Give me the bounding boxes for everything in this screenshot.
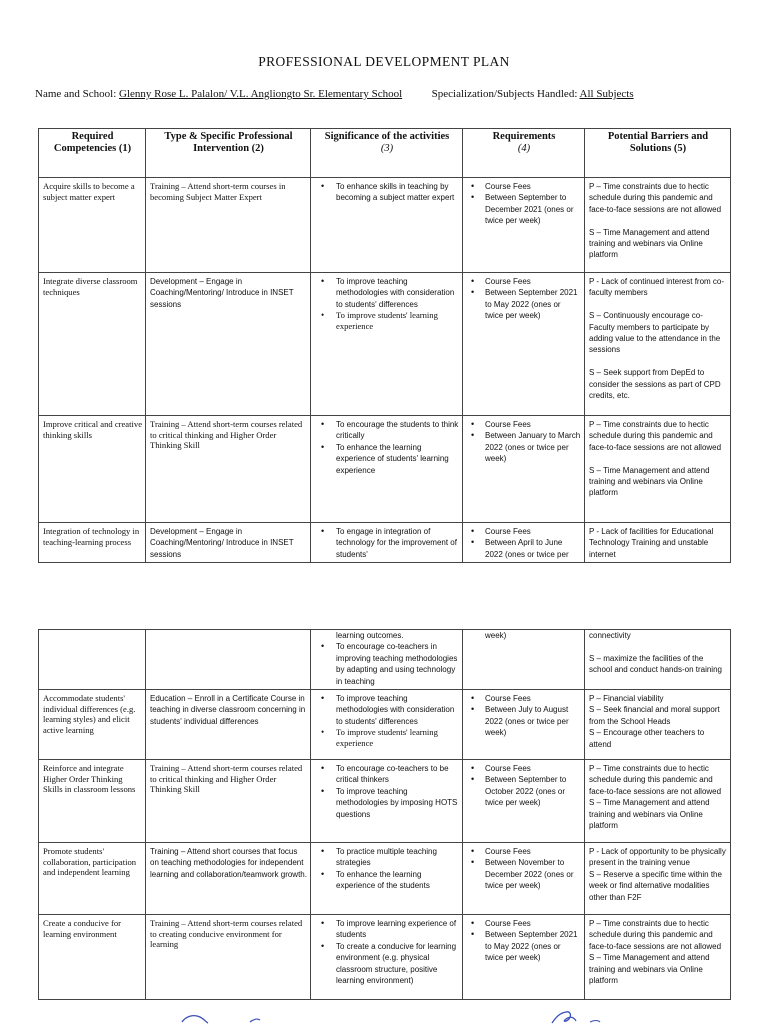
barriers-cell: connectivity S – maximize the facilities of the school and conduct hands-on training	[585, 630, 731, 690]
competency-cell: Promote students' collaboration, participation and independent learning	[39, 843, 146, 915]
competency-cell: Accommodate students' individual differences (e.g. learning styles) and elicit active learning	[39, 690, 146, 760]
requirements-cell: • Course Fees • Between November to December 2022 (ones or twice per week)	[463, 843, 585, 915]
requirements-cell: • Course Fees • Between September 2021 to May 2022 (ones or twice per week)	[463, 915, 585, 1000]
plan-table-page-2	[38, 629, 731, 1000]
requirements-cell: • Course Fees • Between September to October 2022 (ones or twice per week)	[463, 760, 585, 843]
requirements-cell: week)	[463, 630, 585, 690]
page-title: PROFESSIONAL DEVELOPMENT PLAN	[258, 54, 510, 69]
intervention-cell: Training – Attend short-term courses related to creating conducive environment for learning	[146, 915, 311, 1000]
col-header-intervention: Type & Specific Professional Intervention (2)	[146, 129, 311, 178]
competency-cell: Acquire skills to become a subject matter expert	[39, 178, 146, 273]
requirements-cell: • Course Fees • Between January to March 2022 (ones or twice per week)	[463, 416, 585, 523]
competency-cell: Reinforce and integrate Higher Order Thinking Skills in classroom lessons	[39, 760, 146, 843]
table-row	[39, 523, 731, 563]
significance-cell: • To improve learning experience of students • To create a conducive for learning environment (e.g. physical classroom structure, positive learning environment)	[311, 915, 463, 1000]
spec-value: All Subjects	[579, 88, 634, 100]
barriers-cell: P - Lack of continued interest from co-faculty members S – Continuously encourage co-Faculty members to participate by adding value to the attendance in the sessions S – Seek support from DepEd to consider the sessions as part of CPD credits, etc.	[585, 273, 731, 416]
table-row	[39, 630, 731, 690]
name-label: Name and School:	[35, 88, 117, 100]
col-header-barriers: Potential Barriers and Solutions (5)	[585, 129, 731, 178]
table-row	[39, 690, 731, 760]
significance-cell: • To improve teaching methodologies with consideration to students' differences • To improve students' learning experience	[311, 273, 463, 416]
barriers-cell: P - Lack of facilities for Educational Technology Training and unstable internet	[585, 523, 731, 563]
col-header-requirements: Requirements (4)	[463, 129, 585, 178]
spec-label: Specialization/Subjects Handled:	[431, 88, 578, 100]
requirements-cell: • Course Fees • Between April to June 2022 (ones or twice per	[463, 523, 585, 563]
significance-cell: • To improve teaching methodologies with consideration to students' differences • To improve students' learning experience	[311, 690, 463, 760]
significance-cell: • To encourage co-teachers to be critical thinkers • To improve teaching methodologies by imposing HOTS questions	[311, 760, 463, 843]
significance-cell: • To practice multiple teaching strategies • To enhance the learning experience of the students	[311, 843, 463, 915]
competency-cell: Create a conducive for learning environment	[39, 915, 146, 1000]
significance-cell: • To encourage the students to think critically • To enhance the learning experience of students' learning experience	[311, 416, 463, 523]
barriers-cell: P – Time constraints due to hectic schedule during this pandemic and face-to-face sessions are not allowed S – Time Management and attend training and webinars via Online platform	[585, 416, 731, 523]
barriers-cell: P – Time constraints due to hectic schedule during this pandemic and face-to-face sessions are not allowed S – Time Management and attend training and webinars via Online platform	[585, 915, 731, 1000]
significance-cell: • To enhance skills in teaching by becoming a subject matter expert	[311, 178, 463, 273]
header-meta	[35, 88, 634, 100]
name-value: Glenny Rose L. Palalon/ V.L. Angliongto Sr. Elementary School	[119, 88, 403, 100]
requirements-cell: • Course Fees • Between September to December 2021 (ones or twice per week)	[463, 178, 585, 273]
significance-cell: learning outcomes. • To encourage co-teachers in improving teaching methodologies by adapting and using technology in teaching	[311, 630, 463, 690]
table-row	[39, 843, 731, 915]
table-row	[39, 178, 731, 273]
signature-marks	[0, 995, 768, 1024]
table-row	[39, 416, 731, 523]
significance-cell: • To engage in integration of technology for the improvement of students'	[311, 523, 463, 563]
barriers-cell: P – Financial viability S – Seek financial and moral support from the School Heads S – Encourage other teachers to attend	[585, 690, 731, 760]
table-row	[39, 760, 731, 843]
intervention-cell: Training – Attend short-term courses in becoming Subject Matter Expert	[146, 178, 311, 273]
competency-cell: Integration of technology in teaching-learning process	[39, 523, 146, 563]
barriers-cell: P - Lack of opportunity to be physically present in the training venue S – Reserve a specific time within the week or find alternative modalities other than F2F	[585, 843, 731, 915]
col-header-competencies: Required Competencies (1)	[39, 129, 146, 178]
table-row	[39, 915, 731, 1000]
intervention-cell: Training – Attend short courses that focus on teaching methodologies for independent learning and collaboration/teamwork growth.	[146, 843, 311, 915]
intervention-cell: Development – Engage in Coaching/Mentoring/ Introduce in INSET sessions	[146, 273, 311, 416]
plan-table-page-1	[38, 128, 731, 563]
intervention-cell: Development – Engage in Coaching/Mentoring/ Introduce in INSET sessions	[146, 523, 311, 563]
intervention-cell: Training – Attend short-term courses related to critical thinking and Higher Order Thinking Skill	[146, 760, 311, 843]
intervention-cell	[146, 630, 311, 690]
requirements-cell: • Course Fees • Between September 2021 to May 2022 (ones or twice per week)	[463, 273, 585, 416]
competency-cell	[39, 630, 146, 690]
competency-cell: Integrate diverse classroom techniques	[39, 273, 146, 416]
intervention-cell: Education – Enroll in a Certificate Course in teaching in diverse classroom concerning in students' individual differences	[146, 690, 311, 760]
intervention-cell: Training – Attend short-term courses related to critical thinking and Higher Order Thinking Skill	[146, 416, 311, 523]
requirements-cell: • Course Fees • Between July to August 2022 (ones or twice per week)	[463, 690, 585, 760]
table-row	[39, 273, 731, 416]
competency-cell: Improve critical and creative thinking skills	[39, 416, 146, 523]
col-header-significance: Significance of the activities (3)	[311, 129, 463, 178]
table-header-row	[39, 129, 731, 178]
barriers-cell: P – Time constraints due to hectic schedule during this pandemic and face-to-face sessions are not allowed S – Time Management and attend training and webinars via Online platform	[585, 760, 731, 843]
barriers-cell: P – Time constraints due to hectic schedule during this pandemic and face-to-face sessions are not allowed S – Time Management and attend training and webinars via Online platform	[585, 178, 731, 273]
